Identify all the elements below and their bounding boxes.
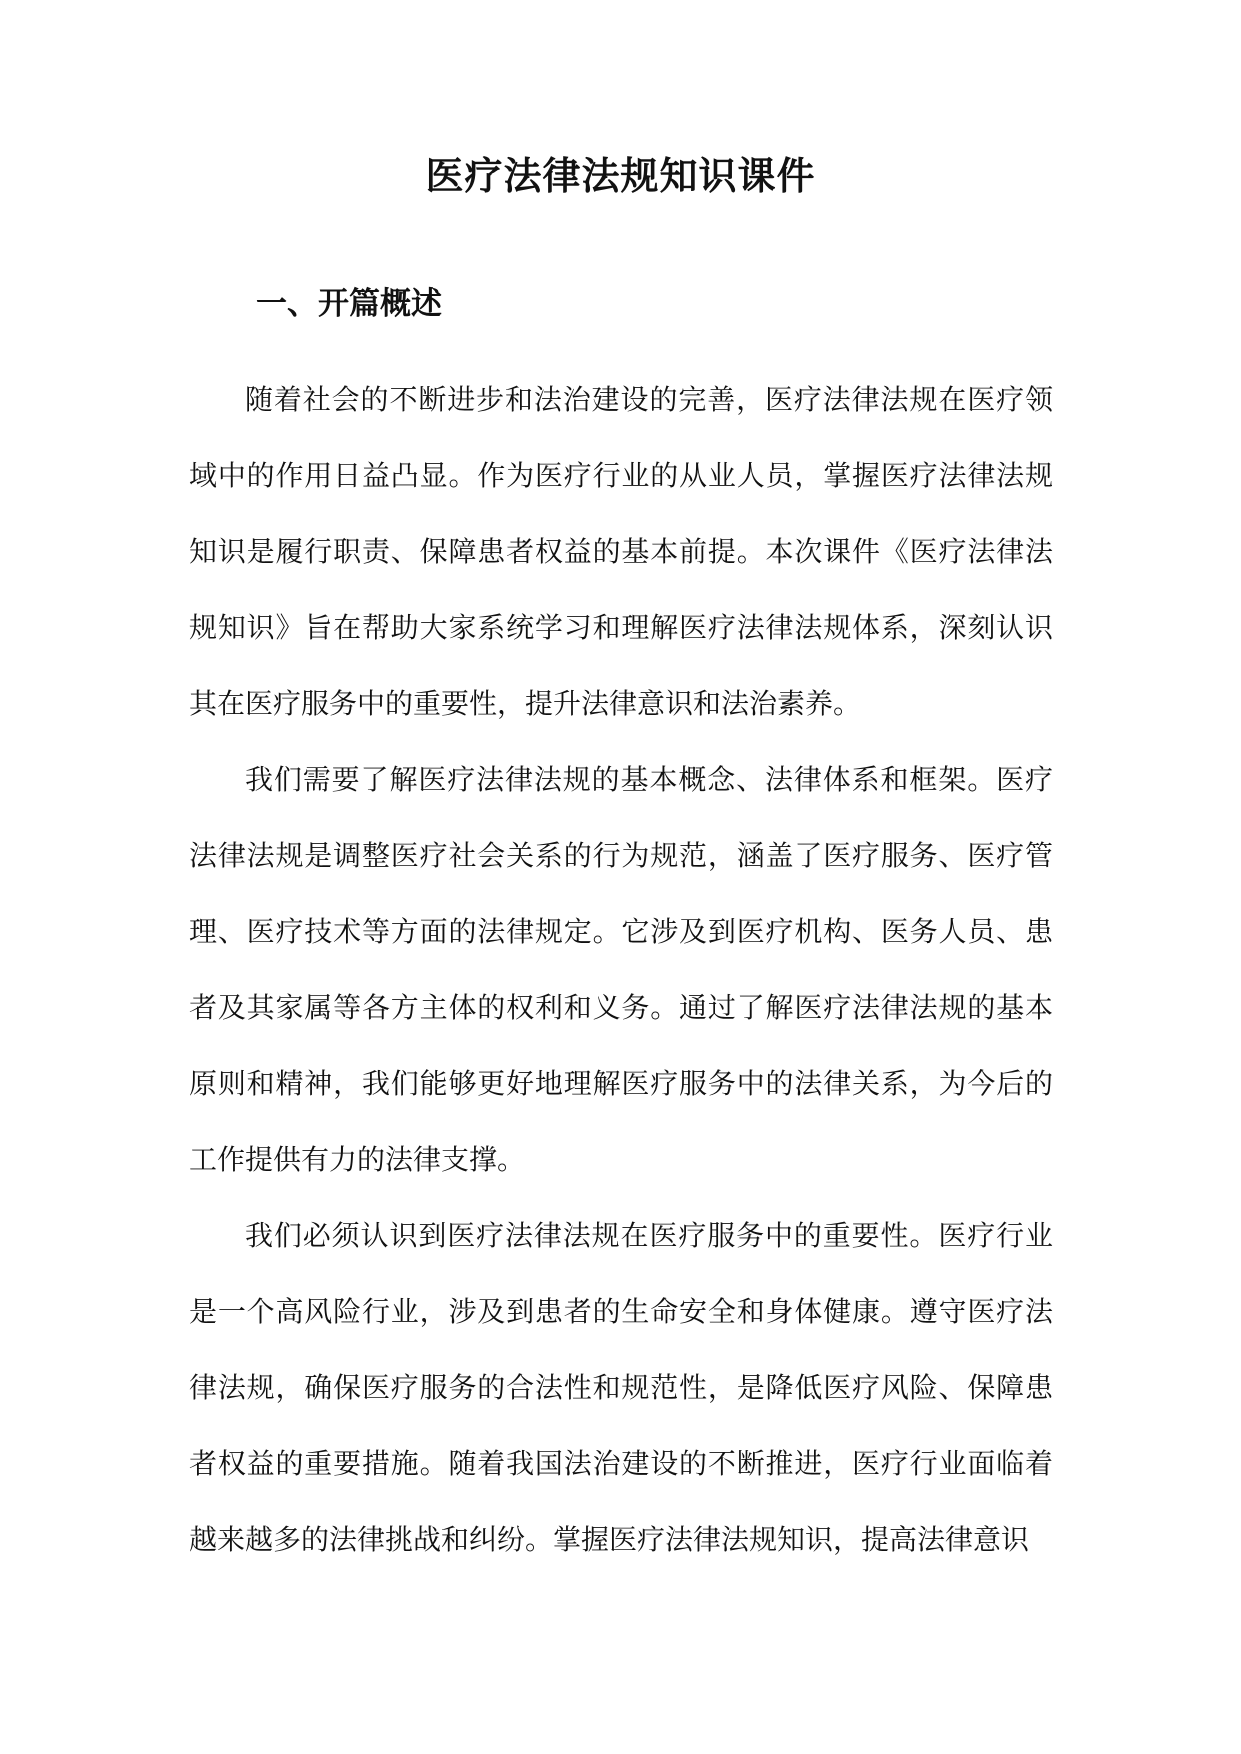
section-heading: 一、开篇概述 [256,286,442,322]
paragraph-3: 我们必须认识到医疗法律法规在医疗服务中的重要性。医疗行业是一个高风险行业，涉及到患者的生命安全和身体健康。遵守医疗法律法规，确保医疗服务的合法性和规范性，是降低医疗风险、保障患者权益的重要措施。随着我国法治建设的不断推进，医疗行业面临着越来越多的法律挑战和纠纷。掌握医疗法律法规知识，提高法律意识 [189,1219,1053,1556]
document-title: 医疗法律法规知识课件 [425,153,816,198]
paragraph-1: 随着社会的不断进步和法治建设的完善，医疗法律法规在医疗领域中的作用日益凸显。作为医疗行业的从业人员，掌握医疗法律法规知识是履行职责、保障患者权益的基本前提。本次课件《医疗法律法规知识》旨在帮助大家系统学习和理解医疗法律法规体系，深刻认识其在医疗服务中的重要性，提升法律意识和法治素养。 [189,383,1053,720]
paragraph-2: 我们需要了解医疗法律法规的基本概念、法律体系和框架。医疗法律法规是调整医疗社会关系的行为规范，涵盖了医疗服务、医疗管理、医疗技术等方面的法律规定。它涉及到医疗机构、医务人员、患者及其家属等各方主体的权利和义务。通过了解医疗法律法规的基本原则和精神，我们能够更好地理解医疗服务中的法律关系，为今后的工作提供有力的法律支撑。 [189,763,1053,1176]
section-body [189,362,1053,1578]
